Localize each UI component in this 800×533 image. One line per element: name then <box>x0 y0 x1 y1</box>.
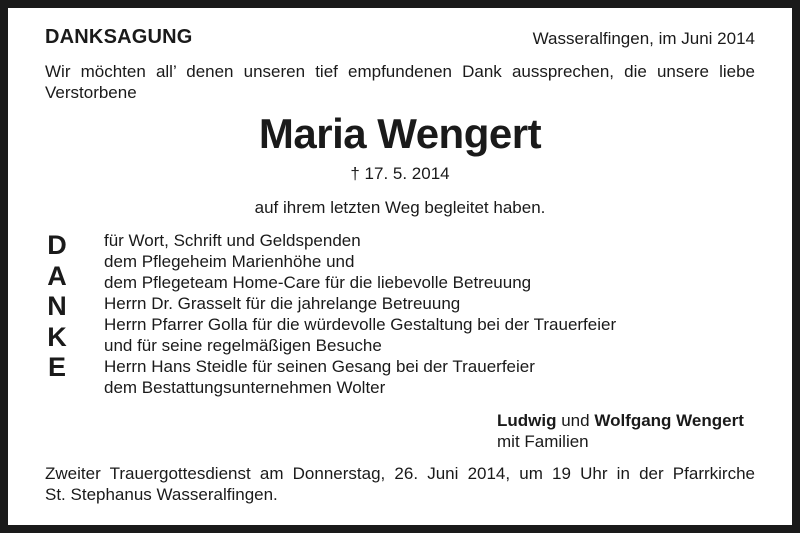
danke-letter: E <box>47 352 66 382</box>
place-date: Wasseralfingen, im Juni 2014 <box>532 29 755 48</box>
thanks-line: Herrn Pfarrer Golla für die würdevolle Gestaltung bei der Trauerfeier <box>104 315 617 334</box>
footer-line-1: Zweiter Trauergottesdienst am Donnerstag, 26. Juni 2014, um 19 Uhr in der Pfarrkirche <box>45 464 755 483</box>
danke-letter: D <box>47 230 67 260</box>
thanks-line: Herrn Hans Steidle für seinen Gesang bei der Trauerfeier <box>104 357 535 376</box>
signature-name-2: Wolfgang Wengert <box>594 411 744 430</box>
thanks-line: für Wort, Schrift und Geldspenden <box>104 231 361 250</box>
danke-letter: A <box>47 260 67 291</box>
thanks-list <box>104 230 616 398</box>
signature-line-1 <box>497 410 744 431</box>
thanks-line: und für seine regelmäßigen Besuche <box>104 336 382 355</box>
thanks-line: dem Pflegeteam Home-Care für die liebevolle Betreuung <box>104 273 532 292</box>
intro-line-1: Wir möchten all’ denen unseren tief empfundenen Dank aussprechen, die unsere liebe <box>45 62 755 81</box>
accompanied-text: auf ihrem letzten Weg begleitet haben. <box>254 198 546 217</box>
signature-line-2: mit Familien <box>497 432 589 451</box>
footer-line-2: St. Stephanus Wasseralfingen. <box>45 485 278 504</box>
intro-line-2: Verstorbene <box>45 83 137 102</box>
notice-title: DANKSAGUNG <box>45 26 193 48</box>
intro-text <box>45 61 755 103</box>
thanks-line: Herrn Dr. Grasselt für die jahrelange Betreuung <box>104 294 461 313</box>
signature-name-1: Ludwig <box>497 411 557 430</box>
thanks-line: dem Pflegeheim Marienhöhe und <box>104 252 355 271</box>
death-date: † 17. 5. 2014 <box>350 164 450 183</box>
deceased-name: Maria Wengert <box>258 110 542 157</box>
signature-connector: und <box>561 411 590 430</box>
danke-vertical <box>41 230 73 383</box>
signature <box>497 410 744 452</box>
thanks-line: dem Bestattungsunternehmen Wolter <box>104 378 386 397</box>
obituary-notice <box>8 8 792 525</box>
danke-letter: N <box>47 291 67 321</box>
danke-letter: K <box>47 321 67 352</box>
footer-text <box>45 463 755 505</box>
